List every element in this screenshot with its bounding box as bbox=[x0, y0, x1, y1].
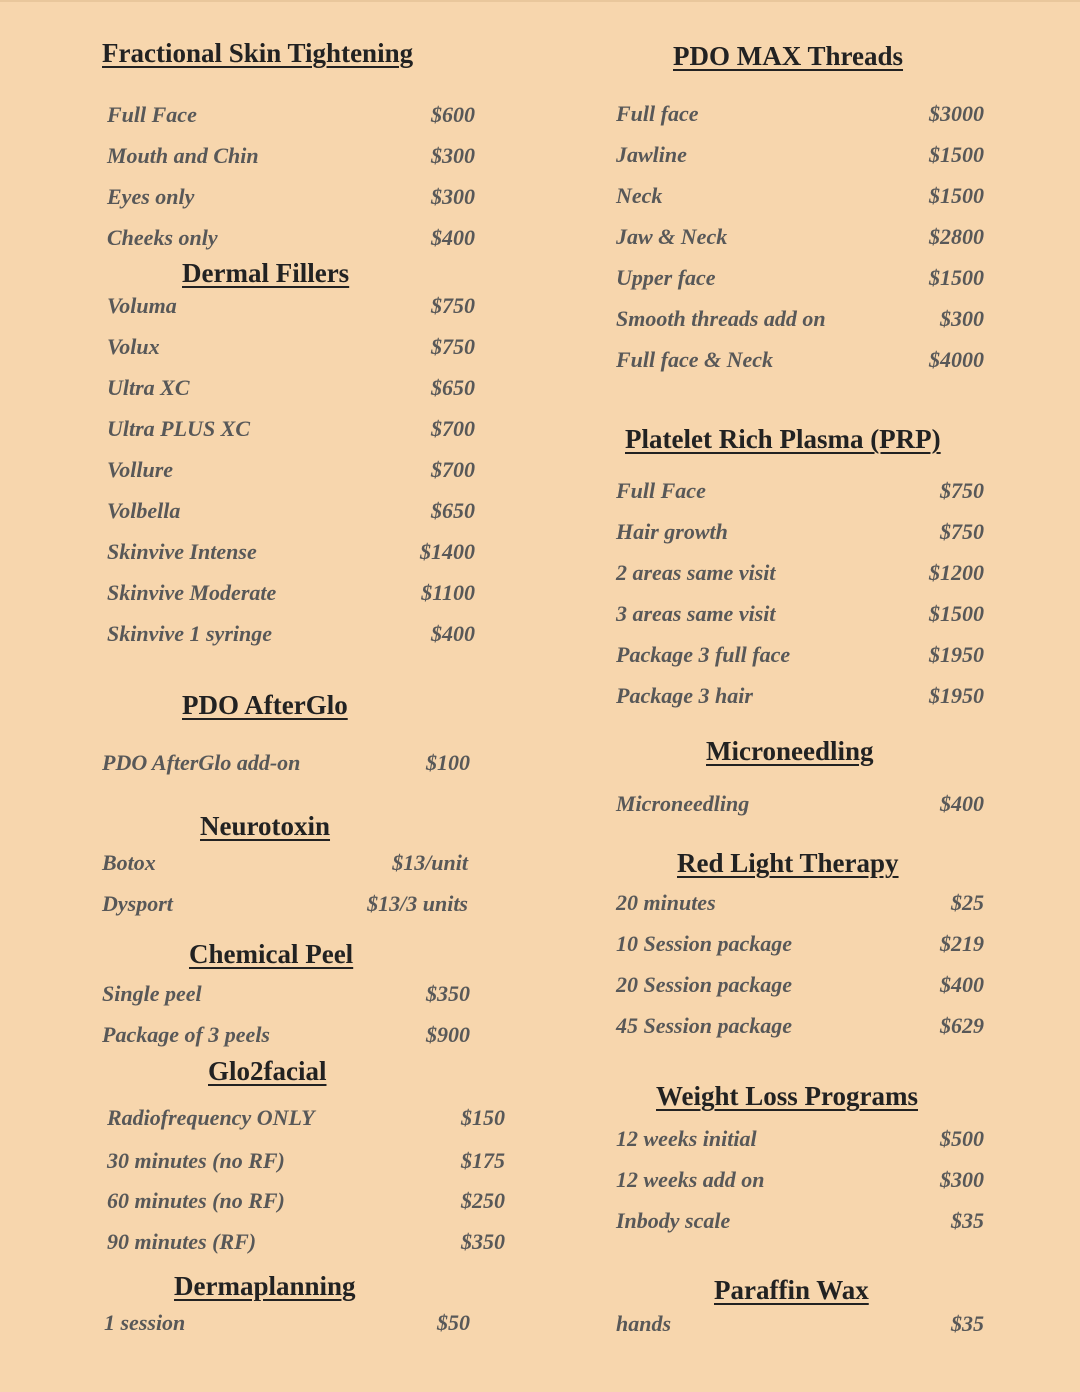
service-name: 20 Session package bbox=[616, 972, 792, 997]
service-name: Volbella bbox=[107, 498, 181, 523]
service-price: $13/unit bbox=[392, 850, 468, 875]
service-price: $1500 bbox=[929, 601, 984, 626]
service-price: $350 bbox=[461, 1229, 505, 1254]
service-price: $175 bbox=[461, 1148, 505, 1173]
price-row bbox=[107, 375, 475, 405]
service-name: Skinvive 1 syringe bbox=[107, 621, 272, 646]
service-price: $350 bbox=[426, 981, 470, 1006]
price-row bbox=[107, 334, 475, 364]
price-row bbox=[616, 183, 984, 213]
service-price: $300 bbox=[431, 143, 475, 168]
service-name: Full Face bbox=[616, 478, 706, 503]
service-name: Inbody scale bbox=[616, 1208, 731, 1233]
price-row bbox=[102, 850, 468, 880]
service-name: Skinvive Intense bbox=[107, 539, 257, 564]
price-row bbox=[102, 750, 470, 780]
price-row bbox=[616, 265, 984, 295]
service-name: 3 areas same visit bbox=[616, 601, 776, 626]
service-price: $300 bbox=[940, 1167, 984, 1192]
price-row bbox=[616, 683, 984, 713]
price-row bbox=[107, 580, 475, 610]
section-title-pdo-afterglo: PDO AfterGlo bbox=[182, 690, 348, 720]
price-row bbox=[107, 498, 475, 528]
service-name: PDO AfterGlo add-on bbox=[102, 750, 301, 775]
service-name: 12 weeks add on bbox=[616, 1167, 765, 1192]
price-row bbox=[616, 478, 984, 508]
service-name: Eyes only bbox=[107, 184, 195, 209]
service-price: $600 bbox=[431, 102, 475, 127]
price-row bbox=[616, 519, 984, 549]
price-row bbox=[616, 1167, 984, 1197]
service-name: Upper face bbox=[616, 265, 716, 290]
service-price: $1950 bbox=[929, 683, 984, 708]
section-title-weight-loss-programs: Weight Loss Programs bbox=[656, 1081, 918, 1111]
price-row bbox=[102, 891, 468, 921]
service-name: Dysport bbox=[102, 891, 173, 916]
price-row bbox=[616, 1013, 984, 1043]
service-name: 30 minutes (no RF) bbox=[107, 1148, 285, 1173]
service-price: $2800 bbox=[929, 224, 984, 249]
service-price: $629 bbox=[940, 1013, 984, 1038]
service-name: Voluma bbox=[107, 293, 177, 318]
service-price: $300 bbox=[940, 306, 984, 331]
service-price: $35 bbox=[951, 1208, 984, 1233]
service-name: Full Face bbox=[107, 102, 197, 127]
price-row bbox=[616, 972, 984, 1002]
price-row bbox=[616, 642, 984, 672]
price-row bbox=[107, 457, 475, 487]
service-name: Mouth and Chin bbox=[107, 143, 259, 168]
service-name: 90 minutes (RF) bbox=[107, 1229, 257, 1254]
service-name: Full face & Neck bbox=[616, 347, 774, 372]
service-price: $35 bbox=[951, 1311, 984, 1336]
price-row bbox=[104, 1310, 470, 1340]
service-price: $400 bbox=[431, 621, 475, 646]
section-title-glo2facial: Glo2facial bbox=[208, 1056, 327, 1086]
service-price: $700 bbox=[431, 457, 475, 482]
service-price: $1400 bbox=[420, 539, 475, 564]
section-title-pdo-max-threads: PDO MAX Threads bbox=[673, 41, 904, 71]
service-price: $400 bbox=[940, 972, 984, 997]
price-row bbox=[616, 931, 984, 961]
service-name: Package 3 full face bbox=[616, 642, 791, 667]
service-name: Jawline bbox=[616, 142, 687, 167]
price-row bbox=[616, 101, 984, 131]
service-name: hands bbox=[616, 1311, 672, 1336]
section-title-paraffin-wax: Paraffin Wax bbox=[714, 1275, 869, 1305]
service-name: 45 Session package bbox=[616, 1013, 792, 1038]
price-row bbox=[616, 791, 984, 821]
price-row bbox=[616, 1311, 984, 1341]
section-title-prp: Platelet Rich Plasma (PRP) bbox=[625, 424, 941, 454]
price-row bbox=[616, 1208, 984, 1238]
service-price: $750 bbox=[431, 334, 475, 359]
price-row bbox=[107, 1148, 505, 1178]
service-price: $1500 bbox=[929, 183, 984, 208]
service-name: 10 Session package bbox=[616, 931, 792, 956]
service-name: Package 3 hair bbox=[616, 683, 753, 708]
service-price: $13/3 units bbox=[367, 891, 468, 916]
price-row bbox=[616, 890, 984, 920]
service-name: Jaw & Neck bbox=[616, 224, 728, 249]
service-price: $750 bbox=[431, 293, 475, 318]
section-title-dermaplanning: Dermaplanning bbox=[174, 1271, 356, 1301]
service-price: $250 bbox=[461, 1188, 505, 1213]
service-name: 1 session bbox=[104, 1310, 186, 1335]
section-title-red-light-therapy: Red Light Therapy bbox=[677, 848, 899, 878]
price-row bbox=[107, 225, 475, 255]
service-price: $1950 bbox=[929, 642, 984, 667]
service-price: $500 bbox=[940, 1126, 984, 1151]
service-price: $25 bbox=[951, 890, 984, 915]
service-price: $650 bbox=[431, 375, 475, 400]
price-row bbox=[102, 981, 470, 1011]
service-price: $50 bbox=[437, 1310, 470, 1335]
service-price: $1500 bbox=[929, 265, 984, 290]
service-price: $750 bbox=[940, 519, 984, 544]
price-row bbox=[107, 184, 475, 214]
section-title-microneedling: Microneedling bbox=[706, 736, 874, 766]
price-row bbox=[616, 306, 984, 336]
service-price: $219 bbox=[940, 931, 984, 956]
service-name: Full face bbox=[616, 101, 699, 126]
service-price: $400 bbox=[431, 225, 475, 250]
price-row bbox=[107, 1105, 505, 1135]
service-price: $900 bbox=[426, 1022, 470, 1047]
service-name: Skinvive Moderate bbox=[107, 580, 277, 605]
price-row bbox=[107, 621, 475, 651]
service-name: Ultra PLUS XC bbox=[107, 416, 251, 441]
service-price: $700 bbox=[431, 416, 475, 441]
service-name: Vollure bbox=[107, 457, 174, 482]
service-price: $100 bbox=[426, 750, 470, 775]
price-row bbox=[107, 293, 475, 323]
service-price: $1200 bbox=[929, 560, 984, 585]
price-row bbox=[107, 1188, 505, 1218]
service-price: $300 bbox=[431, 184, 475, 209]
service-price: $1100 bbox=[421, 580, 475, 605]
section-title-neurotoxin: Neurotoxin bbox=[200, 811, 331, 841]
section-title-dermal-fillers: Dermal Fillers bbox=[182, 258, 350, 288]
service-name: Botox bbox=[102, 850, 156, 875]
price-row bbox=[616, 142, 984, 172]
service-name: Neck bbox=[616, 183, 663, 208]
service-name: Single peel bbox=[102, 981, 202, 1006]
price-row bbox=[107, 539, 475, 569]
price-row bbox=[107, 102, 475, 132]
price-row bbox=[616, 224, 984, 254]
service-name: 2 areas same visit bbox=[616, 560, 776, 585]
service-name: 20 minutes bbox=[616, 890, 716, 915]
service-name: Smooth threads add on bbox=[616, 306, 826, 331]
service-name: Hair growth bbox=[616, 519, 728, 544]
service-price: $1500 bbox=[929, 142, 984, 167]
price-row bbox=[616, 560, 984, 590]
service-name: Microneedling bbox=[616, 791, 750, 816]
price-row bbox=[102, 1022, 470, 1052]
service-price: $3000 bbox=[929, 101, 984, 126]
service-name: 60 minutes (no RF) bbox=[107, 1188, 285, 1213]
service-name: Package of 3 peels bbox=[102, 1022, 270, 1047]
service-name: Volux bbox=[107, 334, 160, 359]
price-row bbox=[616, 1126, 984, 1156]
service-name: Radiofrequency ONLY bbox=[107, 1105, 315, 1130]
section-title-fractional-skin-tightening: Fractional Skin Tightening bbox=[102, 38, 414, 68]
section-title-chemical-peel: Chemical Peel bbox=[189, 939, 354, 969]
price-row bbox=[107, 143, 475, 173]
service-price: $650 bbox=[431, 498, 475, 523]
service-price: $750 bbox=[940, 478, 984, 503]
service-name: 12 weeks initial bbox=[616, 1126, 757, 1151]
price-row bbox=[616, 601, 984, 631]
service-name: Cheeks only bbox=[107, 225, 218, 250]
service-price: $150 bbox=[461, 1105, 505, 1130]
service-price: $400 bbox=[940, 791, 984, 816]
price-row bbox=[107, 416, 475, 446]
price-row bbox=[616, 347, 984, 377]
service-price: $4000 bbox=[929, 347, 984, 372]
service-name: Ultra XC bbox=[107, 375, 190, 400]
price-row bbox=[107, 1229, 505, 1259]
